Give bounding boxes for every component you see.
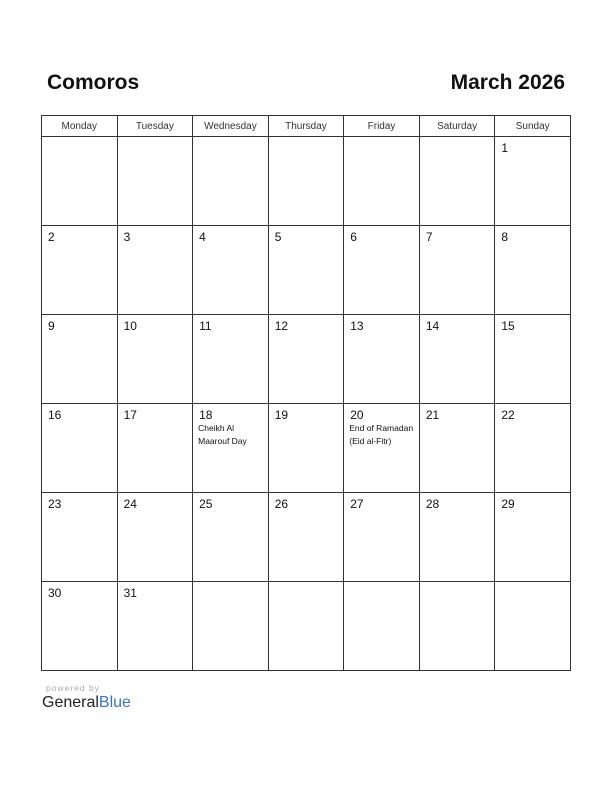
day-cell [117, 226, 193, 315]
day-number: 26 [274, 497, 289, 511]
day-number: 9 [48, 319, 55, 333]
day-cell [344, 404, 420, 493]
brand-part1: General [42, 694, 99, 711]
day-number: 20 [350, 408, 364, 422]
day-cell [193, 582, 269, 671]
day-number: 31 [123, 586, 137, 600]
day-cell [193, 137, 269, 226]
day-number: 12 [274, 319, 289, 333]
day-number: 29 [501, 497, 515, 511]
day-cell [495, 137, 571, 226]
day-cell [419, 493, 495, 582]
powered-by-label: powered by [46, 683, 100, 693]
day-number: 17 [123, 408, 137, 422]
day-cell [344, 582, 420, 671]
day-cell [419, 226, 495, 315]
day-cell [344, 226, 420, 315]
day-number: 23 [48, 497, 62, 511]
day-cell [42, 315, 118, 404]
day-cell [419, 582, 495, 671]
day-number: 2 [48, 230, 55, 244]
day-cell [193, 226, 269, 315]
brand-part2: Blue [98, 694, 131, 711]
calendar-grid [41, 115, 571, 671]
day-cell [344, 137, 420, 226]
day-cell [117, 137, 193, 226]
day-cell [42, 137, 118, 226]
day-cell [495, 582, 571, 671]
week-row [42, 315, 571, 404]
day-cell [193, 493, 269, 582]
day-number: 24 [123, 497, 137, 511]
weekday-header: Friday [344, 116, 420, 137]
day-cell [117, 493, 193, 582]
month-title: March 2026 [450, 71, 565, 94]
day-number: 28 [425, 497, 440, 511]
day-cell [344, 315, 420, 404]
day-number: 7 [425, 230, 433, 244]
day-cell [42, 404, 118, 493]
day-cell [268, 582, 344, 671]
day-number: 22 [501, 408, 515, 422]
weekday-header: Monday [42, 116, 118, 137]
holiday-label: End of Ramadan (Eid al-Fitr) [349, 423, 414, 446]
day-cell [117, 404, 193, 493]
weekday-header-row [42, 116, 571, 137]
holiday-label: Cheikh Al Maarouf Day [198, 423, 247, 446]
weekday-header: Tuesday [117, 116, 193, 137]
day-cell [495, 315, 571, 404]
generalblue-logo [42, 694, 131, 712]
day-number: 16 [48, 408, 62, 422]
day-number: 27 [350, 497, 364, 511]
day-cell [268, 493, 344, 582]
day-number: 6 [350, 230, 357, 244]
day-cell [344, 493, 420, 582]
day-cell [268, 315, 344, 404]
day-number: 21 [425, 408, 440, 422]
day-cell [268, 404, 344, 493]
day-number: 13 [350, 319, 364, 333]
week-row [42, 137, 571, 226]
day-number: 8 [501, 230, 509, 244]
day-cell [419, 315, 495, 404]
day-number: 5 [274, 230, 282, 244]
weekday-header: Thursday [268, 116, 344, 137]
week-row [42, 582, 571, 671]
day-cell [193, 404, 269, 493]
day-number: 14 [425, 319, 440, 333]
day-cell [193, 315, 269, 404]
day-cell [495, 493, 571, 582]
day-number: 15 [501, 319, 515, 333]
day-number: 3 [123, 230, 131, 244]
day-number: 11 [199, 319, 212, 333]
day-cell [42, 582, 118, 671]
day-cell [117, 315, 193, 404]
day-cell [495, 226, 571, 315]
weekday-header: Saturday [419, 116, 495, 137]
weekday-header: Wednesday [193, 116, 269, 137]
day-cell [419, 404, 495, 493]
day-cell [42, 226, 118, 315]
day-number: 1 [501, 141, 509, 155]
week-row [42, 404, 571, 493]
day-cell [419, 137, 495, 226]
day-number: 18 [199, 408, 213, 422]
day-cell [268, 226, 344, 315]
day-cell [495, 404, 571, 493]
day-number: 4 [199, 230, 206, 244]
day-cell [42, 493, 118, 582]
day-number: 30 [48, 586, 62, 600]
week-row [42, 226, 571, 315]
day-cell [117, 582, 193, 671]
weekday-header: Sunday [495, 116, 571, 137]
day-cell [268, 137, 344, 226]
day-number: 19 [274, 408, 289, 422]
day-number: 25 [199, 497, 213, 511]
country-title: Comoros [47, 71, 140, 94]
day-number: 10 [123, 319, 137, 333]
week-row [42, 493, 571, 582]
